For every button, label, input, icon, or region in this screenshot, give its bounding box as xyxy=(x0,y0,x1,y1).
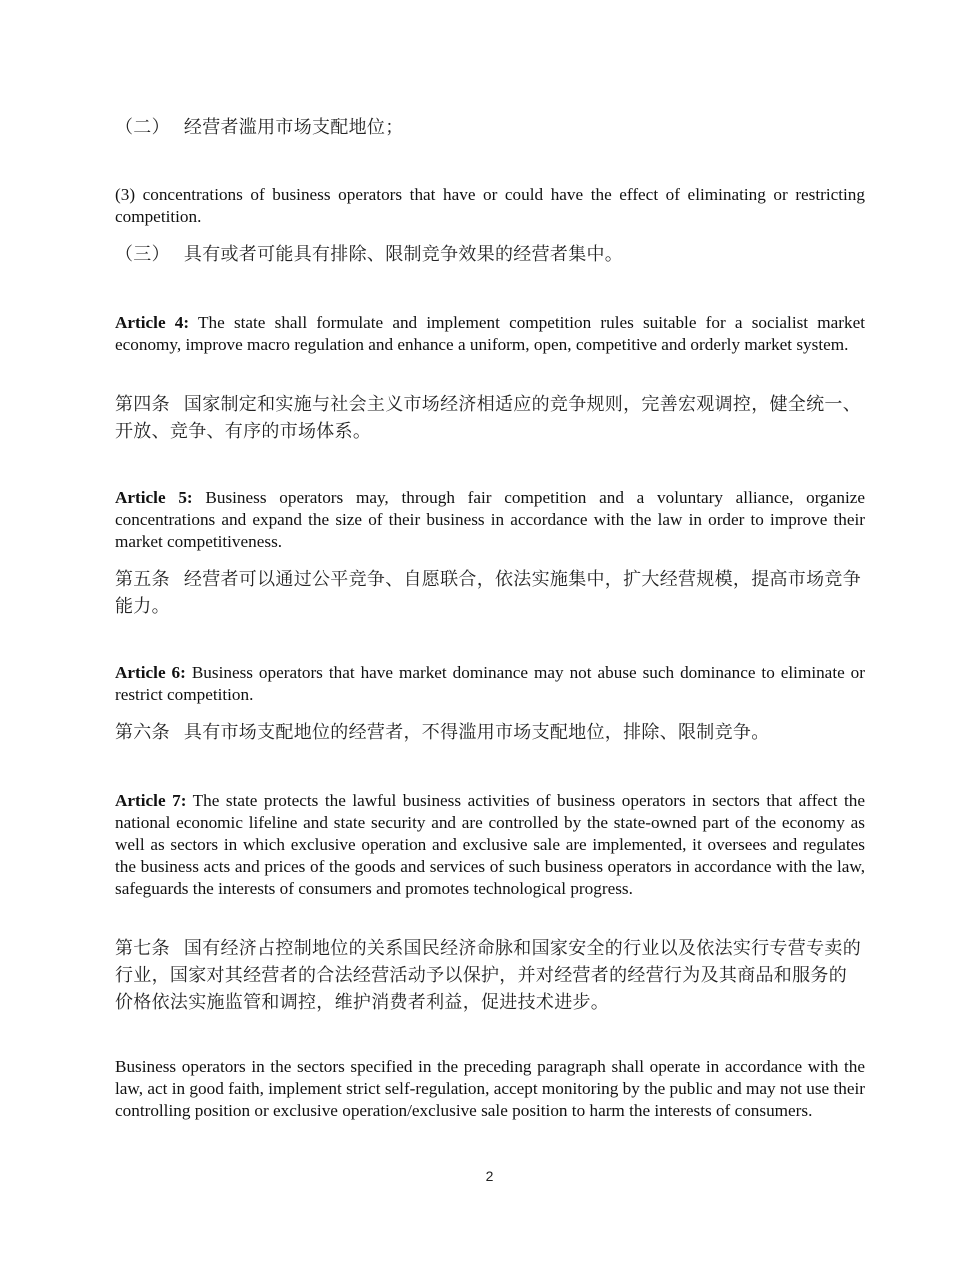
paragraph-text: Business operators in the sectors specified in the preceding paragraph shall operate in accordance with the law, act in good faith, implement strict self-regulation, accept monitoring by the public and may not use their controlling position or exclusive operation/exclusive sale position to harm the interests of consumers. xyxy=(115,1057,865,1120)
chinese-clause-3 xyxy=(115,241,865,268)
clause-text: 经营者滥用市场支配地位； xyxy=(183,117,404,138)
english-article-5 xyxy=(115,487,865,553)
english-article-7 xyxy=(115,790,865,900)
article-text: The state protects the lawful business activities of business operators in sectors that affect the national economic lifeline and state security and are controlled by the state-owned part of the economy as well as sectors in which exclusive operation and exclusive sale are implemented, it oversees and regulates the business acts and prices of the goods and services of such business operators in accordance with the law, safeguards the interests of consumers and promotes technological progress. xyxy=(115,791,865,898)
article-label: 第五条 xyxy=(115,569,170,590)
chinese-article-4 xyxy=(115,391,865,445)
page-number: 2 xyxy=(485,1168,494,1184)
article-text: The state shall formulate and implement competition rules suitable for a socialist market economy, improve macro regulation and enhance a uniform, open, competitive and orderly market system. xyxy=(115,313,865,354)
article-label: Article 5: xyxy=(115,488,193,507)
clause-text: 具有或者可能具有排除、限制竞争效果的经营者集中。 xyxy=(183,244,624,265)
english-article-6 xyxy=(115,662,865,706)
chinese-article-7 xyxy=(115,935,865,1016)
english-clause-3 xyxy=(115,184,865,228)
article-label: Article 6: xyxy=(115,663,186,682)
chinese-article-5 xyxy=(115,566,865,620)
article-text: 经营者可以通过公平竞争、自愿联合，依法实施集中，扩大经营规模，提高市场竞争能力。 xyxy=(115,569,862,617)
article-label: 第四条 xyxy=(115,394,170,415)
clause-label: （三） xyxy=(115,244,170,265)
article-label: Article 4: xyxy=(115,313,190,332)
chinese-article-6 xyxy=(115,719,865,746)
chinese-clause-2 xyxy=(115,114,865,141)
article-text: Business operators that have market dominance may not abuse such dominance to eliminate or restrict competition. xyxy=(115,663,866,704)
clause-label: （二） xyxy=(115,117,170,138)
article-text: 国有经济占控制地位的关系国民经济命脉和国家安全的行业以及依法实行专营专卖的行业，国家对其经营者的合法经营活动予以保护，并对经营者的经营行为及其商品和服务的价格依法实施监管和调控，维护消费者利益，促进技术进步。 xyxy=(115,938,862,1013)
article-label: Article 7: xyxy=(115,791,187,810)
english-article-7-paragraph-2 xyxy=(115,1056,865,1122)
article-label: 第七条 xyxy=(115,938,170,959)
article-text: 具有市场支配地位的经营者，不得滥用市场支配地位，排除、限制竞争。 xyxy=(183,722,770,743)
clause-text: (3) concentrations of business operators that have or could have the effect of eliminating or restricting competition. xyxy=(115,185,865,226)
article-text: 国家制定和实施与社会主义市场经济相适应的竞争规则，完善宏观调控，健全统一、开放、竞争、有序的市场体系。 xyxy=(115,394,862,442)
article-text: Business operators may, through fair competition and a voluntary alliance, organize concentrations and expand the size of their business in accordance with the law in order to improve their market competitiveness. xyxy=(115,488,866,551)
article-label: 第六条 xyxy=(115,722,170,743)
english-article-4 xyxy=(115,312,865,356)
